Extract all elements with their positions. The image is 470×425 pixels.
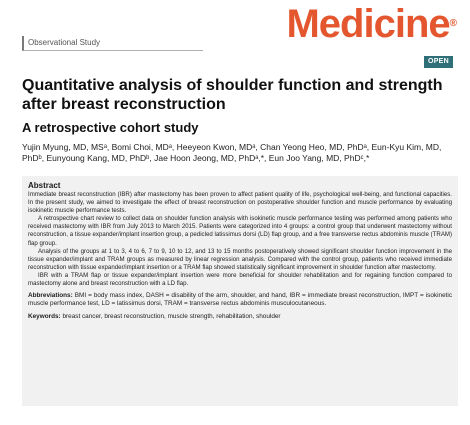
abstract-paragraph: IBR with a TRAM flap or tissue expander/implant insertion were more beneficial for shoulder rehabilitation and for regaining function compared to mastectomy alone and breast reconstruction with a LD flap. — [28, 271, 452, 288]
journal-logo — [286, 2, 456, 46]
abbreviations — [28, 292, 452, 309]
article-subtitle: A retrospective cohort study — [22, 120, 199, 135]
abstract-heading: Abstract — [28, 181, 61, 190]
author-list: Yujin Myung, MD, MSᵃ, Bomi Choi, MDᵃ, Heeyeon Kwon, MDᵃ, Chan Yeong Heo, MD, PhDᵃ, Eun-Kyu Kim, MD, PhDᵇ, Eunyoung Kang, MD, PhDᵇ, Jae Hoon Jeong, MD, PhDᵃ,*, Eun Joo Yang, MD, PhDᶜ,* — [22, 142, 442, 163]
article-title: Quantitative analysis of shoulder function and strength after breast reconstruction — [22, 77, 443, 113]
abstract-paragraph: Analysis of the groups at 1 to 3, 4 to 6, 7 to 9, 10 to 12, and 13 to 15 months postoperatively showed significant shoulder function improvement in the tissue expander/implant and TRAM groups as measured by linear regression analysis. Compared with the control group, patients who received immediate reconstruction with tissue expander/implant insertion or a TRAM flap showed statistically significant improvement in shoulder function after mastectomy. — [28, 247, 452, 271]
keywords-text: breast cancer, breast reconstruction, muscle strength, rehabilitation, shoulder — [62, 312, 281, 320]
abbreviations-text: BMI = body mass index, DASH = disability of the arm, shoulder, and hand, IBR = immediate breast reconstruction, IMPT = isokinetic muscle performance test, LD = latissimus dorsi, TRAM = transverse rectus abdominis musculocutaneous. — [28, 292, 453, 308]
abstract-paragraph: A retrospective chart review to collect data on shoulder function analysis with isokinetic muscle performance testing was performed among patients who received mastectomy with IBR from July 2013 to March 2015. Patients were categorized into 4 groups: a control group that underwent mastectomy without reconstruction, a tissue expander/implant insertion group, a pedicled latissimus dorsi (LD) flap group, and a free transverse rectus abdominis muscle (TRAM) flap group. — [28, 215, 452, 247]
abbreviations-label: Abbreviations: — [28, 292, 73, 300]
abstract-paragraph: Immediate breast reconstruction (IBR) after mastectomy has been proven to affect patient quality of life, psychological well-being, and functional capacities. In the present study, we aimed to investigate the effect of breast reconstruction on postoperative shoulder function and muscle performance by evaluating isokinetic muscle performance tests. — [28, 191, 452, 215]
abstract-box — [22, 176, 458, 406]
keywords — [28, 313, 452, 321]
section-label: Observational Study — [22, 36, 203, 51]
registered-mark: ® — [449, 18, 456, 29]
open-access-badge: OPEN — [424, 56, 453, 68]
keywords-label: Keywords: — [28, 312, 61, 320]
journal-name: Medicine — [286, 2, 450, 46]
